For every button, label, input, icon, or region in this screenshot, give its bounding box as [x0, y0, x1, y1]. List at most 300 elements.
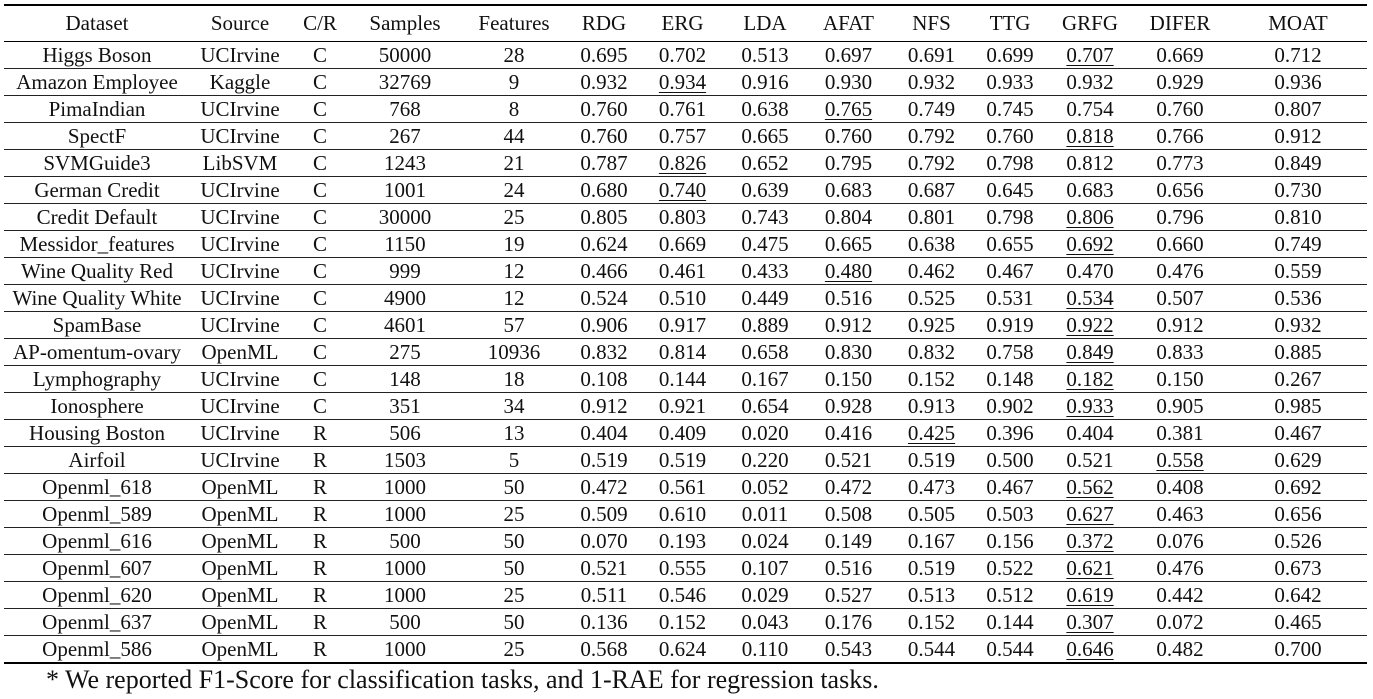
cell-value: 0.546	[658, 583, 707, 607]
cell-value: 25	[503, 583, 525, 607]
cell-value: 25	[503, 637, 525, 661]
cell-value: 0.525	[907, 286, 956, 310]
table-cell	[971, 447, 1049, 474]
cell-value: 0.621	[1066, 556, 1114, 580]
table-cell	[460, 258, 568, 285]
cell-value: C	[312, 205, 327, 229]
table-cell	[460, 501, 568, 528]
table-cell	[290, 204, 350, 231]
table-cell	[971, 258, 1049, 285]
cell-value: 0.463	[1156, 502, 1204, 526]
cell-value: C	[312, 70, 327, 94]
table-cell	[640, 42, 725, 69]
cell-value: UCIrvine	[200, 43, 280, 67]
cell-value: 1503	[384, 448, 426, 472]
cell-value: OpenML	[201, 529, 279, 553]
cell-value: 0.743	[741, 205, 789, 229]
cell-value: Openml_589	[42, 502, 152, 526]
table-cell	[1131, 501, 1229, 528]
cell-value: Kaggle	[209, 70, 271, 94]
cell-value: 0.934	[658, 70, 707, 94]
cell-value: UCIrvine	[200, 286, 280, 310]
table-cell	[971, 204, 1049, 231]
cell-value: 0.936	[1274, 70, 1322, 94]
table-cell	[725, 123, 805, 150]
table-row	[4, 474, 1367, 501]
cell-value: 0.512	[986, 583, 1034, 607]
table-cell	[805, 339, 892, 366]
table-cell	[1229, 501, 1367, 528]
cell-value: SVMGuide3	[43, 151, 151, 175]
table-cell	[1229, 474, 1367, 501]
cell-value: 0.760	[580, 124, 628, 148]
table-cell	[460, 366, 568, 393]
cell-value: 1000	[384, 583, 426, 607]
table-cell	[350, 231, 460, 258]
cell-value: 0.627	[1066, 502, 1114, 526]
table-cell	[725, 501, 805, 528]
cell-value: 0.919	[986, 313, 1034, 337]
table-cell	[1049, 528, 1131, 555]
cell-value: 0.749	[907, 97, 956, 121]
cell-value: 0.912	[1156, 313, 1204, 337]
cell-value: UCIrvine	[200, 259, 280, 283]
table-cell	[1049, 420, 1131, 447]
cell-value: 0.466	[580, 259, 628, 283]
table-cell	[1131, 582, 1229, 609]
cell-value: 0.307	[1066, 610, 1114, 634]
table-cell	[460, 69, 568, 96]
cell-value: 0.830	[824, 340, 873, 364]
table-cell	[4, 96, 190, 123]
table-cell	[190, 258, 290, 285]
cell-value: 0.149	[824, 529, 873, 553]
table-cell	[640, 555, 725, 582]
table-cell	[640, 609, 725, 636]
table-cell	[805, 258, 892, 285]
cell-value: 0.544	[986, 637, 1034, 661]
cell-value: 0.889	[741, 313, 789, 337]
cell-value: R	[312, 637, 327, 661]
table-cell	[1131, 123, 1229, 150]
table-cell	[892, 258, 971, 285]
table-cell	[892, 339, 971, 366]
cell-value: C	[312, 367, 327, 391]
cell-value: R	[312, 448, 327, 472]
table-cell	[892, 204, 971, 231]
table-cell	[640, 420, 725, 447]
cell-value: 21	[503, 151, 525, 175]
table-cell	[1229, 204, 1367, 231]
table-footnote: * We reported F1-Score for classification tasks, and 1-RAE for regression tasks.	[46, 665, 879, 694]
cell-value: 0.646	[1066, 637, 1114, 661]
cell-value: 0.507	[1156, 286, 1204, 310]
cell-value: 0.476	[1156, 259, 1204, 283]
cell-value: 0.933	[1066, 394, 1114, 418]
cell-value: UCIrvine	[200, 232, 280, 256]
cell-value: 32769	[378, 70, 432, 94]
cell-value: 0.372	[1066, 529, 1114, 553]
cell-value: 0.692	[1274, 475, 1322, 499]
cell-value: C	[312, 151, 327, 175]
table-cell	[350, 285, 460, 312]
cell-value: 0.467	[986, 259, 1034, 283]
table-cell	[1229, 339, 1367, 366]
cell-value: 0.833	[1156, 340, 1204, 364]
cell-value: 4900	[384, 286, 426, 310]
cell-value: 0.136	[580, 610, 628, 634]
table-cell	[1131, 555, 1229, 582]
table-cell	[805, 123, 892, 150]
cell-value: R	[312, 475, 327, 499]
cell-value: 0.849	[1066, 340, 1114, 364]
table-cell	[1131, 420, 1229, 447]
cell-value: C	[312, 232, 327, 256]
table-cell	[568, 312, 640, 339]
cell-value: 0.730	[1274, 178, 1322, 202]
cell-value: Openml_586	[42, 637, 152, 661]
cell-value: 0.665	[741, 124, 789, 148]
cell-value: 0.509	[580, 502, 628, 526]
table-cell	[725, 177, 805, 204]
table-cell	[290, 609, 350, 636]
table-cell	[568, 123, 640, 150]
table-cell	[640, 285, 725, 312]
cell-value: Wine Quality White	[12, 286, 182, 310]
table-cell	[190, 150, 290, 177]
table-row	[4, 231, 1367, 258]
table-cell	[4, 609, 190, 636]
cell-value: R	[312, 421, 327, 445]
cell-value: 0.803	[658, 205, 707, 229]
cell-value: 500	[389, 529, 421, 553]
table-cell	[1229, 258, 1367, 285]
table-cell	[971, 420, 1049, 447]
cell-value: 0.144	[658, 367, 707, 391]
table-cell	[725, 447, 805, 474]
table-cell	[1229, 42, 1367, 69]
table-cell	[1229, 393, 1367, 420]
table-row	[4, 258, 1367, 285]
table-cell	[640, 447, 725, 474]
cell-value: 50	[503, 475, 525, 499]
cell-value: 0.912	[1274, 124, 1322, 148]
table-row	[4, 339, 1367, 366]
cell-value: 0.070	[580, 529, 628, 553]
cell-value: Ionosphere	[50, 394, 144, 418]
cell-value: 0.624	[580, 232, 628, 256]
table-cell	[725, 231, 805, 258]
table-cell	[350, 42, 460, 69]
table-cell	[1049, 204, 1131, 231]
table-cell	[640, 258, 725, 285]
table-cell	[568, 555, 640, 582]
column-header-c-r: C/R	[290, 5, 350, 42]
table-cell	[640, 393, 725, 420]
table-cell	[725, 555, 805, 582]
table-cell	[4, 393, 190, 420]
cell-value: 267	[389, 124, 421, 148]
cell-value: 0.544	[907, 637, 956, 661]
table-cell	[892, 150, 971, 177]
table-cell	[1049, 69, 1131, 96]
table-cell	[805, 177, 892, 204]
cell-value: Openml_618	[42, 475, 152, 499]
table-cell	[350, 312, 460, 339]
table-cell	[290, 96, 350, 123]
cell-value: 0.638	[907, 232, 956, 256]
cell-value: OpenML	[201, 610, 279, 634]
cell-value: 0.933	[986, 70, 1034, 94]
table-cell	[4, 447, 190, 474]
cell-value: 0.148	[986, 367, 1034, 391]
table-cell	[568, 420, 640, 447]
table-row	[4, 609, 1367, 636]
table-cell	[190, 501, 290, 528]
cell-value: 13	[503, 421, 525, 445]
table-cell	[350, 150, 460, 177]
cell-value: 0.110	[741, 637, 789, 661]
table-cell	[971, 177, 1049, 204]
table-cell	[350, 393, 460, 420]
cell-value: 0.766	[1156, 124, 1204, 148]
cell-value: 500	[389, 610, 421, 634]
column-header-afat: AFAT	[805, 5, 892, 42]
cell-value: Higgs Boson	[42, 43, 152, 67]
cell-value: UCIrvine	[200, 205, 280, 229]
table-cell	[350, 555, 460, 582]
table-cell	[1131, 447, 1229, 474]
table-cell	[4, 123, 190, 150]
cell-value: 0.692	[1066, 232, 1114, 256]
cell-value: C	[312, 124, 327, 148]
table-cell	[1049, 150, 1131, 177]
table-cell	[805, 528, 892, 555]
cell-value: 0.912	[580, 394, 628, 418]
cell-value: 0.176	[824, 610, 873, 634]
table-cell	[1049, 636, 1131, 664]
cell-value: 0.673	[1274, 556, 1322, 580]
table-cell	[460, 231, 568, 258]
table-cell	[725, 366, 805, 393]
cell-value: 0.182	[1066, 367, 1114, 391]
table-cell	[290, 420, 350, 447]
table-cell	[1049, 96, 1131, 123]
cell-value: 44	[503, 124, 525, 148]
cell-value: Amazon Employee	[16, 70, 178, 94]
table-cell	[892, 447, 971, 474]
table-cell	[1131, 285, 1229, 312]
cell-value: 0.526	[1274, 529, 1322, 553]
table-cell	[971, 474, 1049, 501]
table-cell	[1131, 393, 1229, 420]
cell-value: 0.691	[907, 43, 956, 67]
cell-value: R	[312, 556, 327, 580]
cell-value: 0.697	[824, 43, 873, 67]
table-cell	[1131, 609, 1229, 636]
table-cell	[1131, 636, 1229, 664]
cell-value: 275	[389, 340, 421, 364]
cell-value: 0.156	[986, 529, 1034, 553]
table-cell	[1049, 177, 1131, 204]
column-header-nfs: NFS	[892, 5, 971, 42]
cell-value: 0.150	[824, 367, 873, 391]
column-header-difer: DIFER	[1131, 5, 1229, 42]
table-cell	[290, 231, 350, 258]
table-cell	[350, 609, 460, 636]
table-cell	[460, 447, 568, 474]
table-cell	[1049, 474, 1131, 501]
cell-value: 0.749	[1274, 232, 1322, 256]
cell-value: 0.810	[1274, 205, 1322, 229]
table-cell	[640, 501, 725, 528]
cell-value: 0.885	[1274, 340, 1322, 364]
table-cell	[460, 42, 568, 69]
cell-value: 0.807	[1274, 97, 1322, 121]
table-cell	[1229, 96, 1367, 123]
table-cell	[892, 96, 971, 123]
table-cell	[350, 582, 460, 609]
table-cell	[725, 312, 805, 339]
table-cell	[190, 285, 290, 312]
cell-value: 0.760	[1156, 97, 1204, 121]
cell-value: 0.467	[986, 475, 1034, 499]
table-cell	[190, 366, 290, 393]
cell-value: 0.152	[907, 367, 956, 391]
cell-value: 0.700	[1274, 637, 1322, 661]
table-row	[4, 636, 1367, 664]
cell-value: 0.416	[824, 421, 873, 445]
cell-value: 0.152	[658, 610, 707, 634]
cell-value: OpenML	[201, 556, 279, 580]
cell-value: 8	[508, 97, 520, 121]
table-row	[4, 123, 1367, 150]
table-cell	[892, 420, 971, 447]
cell-value: 0.687	[907, 178, 956, 202]
table-cell	[4, 204, 190, 231]
cell-value: 0.798	[986, 151, 1034, 175]
cell-value: 0.669	[658, 232, 707, 256]
cell-value: 0.107	[741, 556, 789, 580]
cell-value: 0.932	[580, 70, 628, 94]
cell-value: 12	[503, 286, 525, 310]
cell-value: 768	[389, 97, 421, 121]
cell-value: 0.568	[580, 637, 628, 661]
cell-value: 0.449	[741, 286, 789, 310]
table-cell	[190, 123, 290, 150]
table-cell	[971, 123, 1049, 150]
table-cell	[805, 204, 892, 231]
cell-value: C	[312, 286, 327, 310]
table-cell	[568, 42, 640, 69]
table-cell	[640, 366, 725, 393]
cell-value: 0.656	[1156, 178, 1204, 202]
table-cell	[568, 231, 640, 258]
table-cell	[190, 177, 290, 204]
table-cell	[892, 177, 971, 204]
cell-value: 34	[503, 394, 525, 418]
table-cell	[725, 474, 805, 501]
cell-value: 0.702	[658, 43, 707, 67]
table-cell	[568, 474, 640, 501]
cell-value: 0.404	[580, 421, 628, 445]
cell-value: 0.144	[986, 610, 1034, 634]
table-cell	[1049, 447, 1131, 474]
cell-value: German Credit	[34, 178, 160, 202]
table-row	[4, 582, 1367, 609]
cell-value: 0.193	[658, 529, 707, 553]
cell-value: C	[312, 178, 327, 202]
cell-value: 0.527	[824, 583, 873, 607]
cell-value: 0.680	[580, 178, 628, 202]
cell-value: 0.467	[1274, 421, 1322, 445]
cell-value: 12	[503, 259, 525, 283]
cell-value: 57	[503, 313, 525, 337]
table-cell	[568, 204, 640, 231]
table-cell	[4, 474, 190, 501]
table-cell	[568, 393, 640, 420]
cell-value: 0.712	[1274, 43, 1322, 67]
table-cell	[568, 339, 640, 366]
table-cell	[971, 231, 1049, 258]
table-row	[4, 150, 1367, 177]
cell-value: OpenML	[201, 502, 279, 526]
cell-value: 0.699	[986, 43, 1034, 67]
cell-value: Openml_620	[42, 583, 152, 607]
table-cell	[4, 177, 190, 204]
table-cell	[1049, 42, 1131, 69]
table-cell	[460, 150, 568, 177]
cell-value: 0.531	[986, 286, 1034, 310]
cell-value: 0.669	[1156, 43, 1204, 67]
column-header-source: Source	[190, 5, 290, 42]
results-table	[4, 4, 1367, 664]
table-row	[4, 69, 1367, 96]
cell-value: 0.167	[741, 367, 789, 391]
column-header-erg: ERG	[640, 5, 725, 42]
cell-value: 0.765	[824, 97, 873, 121]
cell-value: 0.519	[580, 448, 628, 472]
cell-value: 0.849	[1274, 151, 1322, 175]
table-cell	[350, 258, 460, 285]
table-cell	[568, 528, 640, 555]
table-cell	[1229, 420, 1367, 447]
cell-value: 1000	[384, 556, 426, 580]
table-cell	[568, 258, 640, 285]
table-cell	[725, 420, 805, 447]
cell-value: 0.558	[1156, 448, 1204, 472]
cell-value: 30000	[378, 205, 432, 229]
cell-value: R	[312, 610, 327, 634]
table-cell	[805, 555, 892, 582]
cell-value: 50	[503, 529, 525, 553]
cell-value: 0.043	[741, 610, 789, 634]
table-row	[4, 528, 1367, 555]
table-cell	[971, 150, 1049, 177]
table-cell	[640, 582, 725, 609]
table-cell	[805, 42, 892, 69]
cell-value: 0.921	[658, 394, 707, 418]
table-cell	[4, 42, 190, 69]
table-cell	[190, 42, 290, 69]
cell-value: R	[312, 583, 327, 607]
cell-value: OpenML	[201, 583, 279, 607]
table-cell	[1049, 393, 1131, 420]
table-cell	[460, 285, 568, 312]
table-cell	[190, 609, 290, 636]
cell-value: 0.683	[1066, 178, 1114, 202]
cell-value: 0.801	[907, 205, 956, 229]
